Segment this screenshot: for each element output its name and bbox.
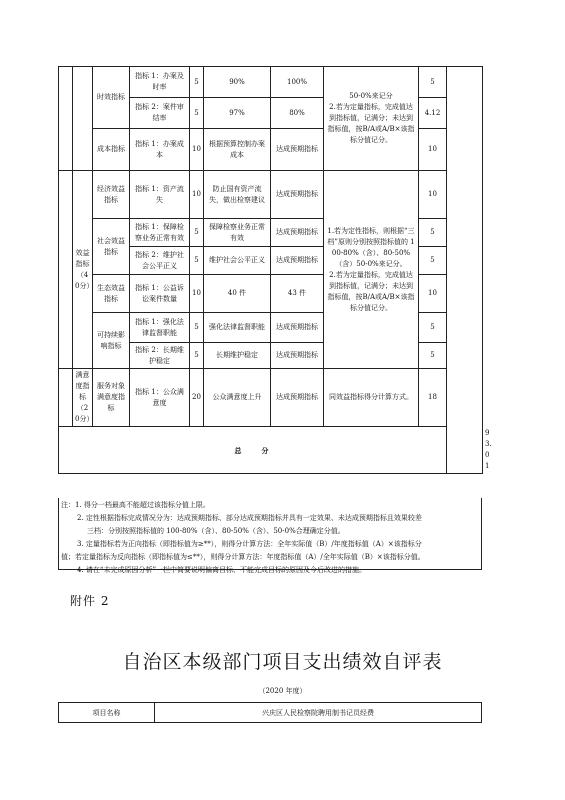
cell-target: 根据预算控制办案成本 <box>204 129 271 171</box>
cell-indicator: 指标 1：强化法律监督职能 <box>130 313 190 343</box>
note-line: 4. 请在“未完成原因分析”一栏中简要说明偏离目标、不能完成目标的原因及今后改进的措施。 <box>77 566 367 574</box>
table-row <box>59 219 483 247</box>
cell-empty <box>59 369 73 427</box>
cell-actual: 达成预期指标 <box>271 129 324 171</box>
note-line: 三档：分别按照指标值的 100-80%（含）、80-50%（含）、50-0%合理确定分值。 <box>87 527 345 535</box>
cell-subcategory: 可持续影响指标 <box>93 313 130 369</box>
cell-indicator: 指标 1：保障检察业务正常有效 <box>130 219 190 247</box>
cell-indicator: 指标 1：办案成本 <box>130 129 190 171</box>
cell-indicator: 指标 2：案件审结率 <box>130 98 190 129</box>
cell-target: 维护社会公平正义 <box>204 247 271 275</box>
cell-indicator: 指标 1：资产流失 <box>130 171 190 219</box>
cell-empty <box>59 171 73 369</box>
cell-score: 5 <box>419 313 447 343</box>
cell-weight: 5 <box>190 219 204 247</box>
cell-subcategory: 社会效益指标 <box>93 219 130 275</box>
cell-actual: 达成预期指标 <box>271 369 324 427</box>
cell-indicator: 指标 2：维护社会公平正义 <box>130 247 190 275</box>
year-label: （2020 年度） <box>258 687 307 695</box>
table-row <box>59 275 483 313</box>
cell-weight: 10 <box>190 275 204 313</box>
cell-indicator: 指标 1：公众满意度 <box>130 369 190 427</box>
cell-subcategory: 时效指标 <box>93 67 130 129</box>
cell-indicator: 指标 2：长期维护稳定 <box>130 343 190 369</box>
cell-subcategory: 成本指标 <box>93 129 130 171</box>
cell-subcategory: 服务对象满意度指标 <box>93 369 130 427</box>
cell-score: 10 <box>419 275 447 313</box>
table-row <box>59 703 482 723</box>
note-line: 注：1. 得分一档最高不能超过该指标分值上限。 <box>61 501 210 509</box>
project-name-label: 项目名称 <box>59 703 155 723</box>
performance-table <box>58 66 492 474</box>
project-table <box>58 702 482 723</box>
cell-scoring-rules: 1.若为定性指标，则根据“三档”原则分别按照指标值的 100-80%（含）、80-50%（含）50-0%来记分。 2.若为定量指标，完成值达到指标值，记满分；未达到指标值，按B/A或A/B×该指标分值记分。 <box>324 171 419 369</box>
page-title: 自治区本级部门项目支出绩效自评表 <box>122 651 443 673</box>
cell-score: 5 <box>419 67 447 98</box>
cell-indicator: 指标 1：办案及时率 <box>130 67 190 98</box>
notes-box <box>58 498 482 574</box>
cell-weight: 10 <box>190 129 204 171</box>
cell-scoring-rules: 同效益指标得分计算方式。 <box>324 369 419 427</box>
cell-empty <box>59 67 73 171</box>
attachment-label: 附件 2 <box>70 594 110 608</box>
cell-weight: 5 <box>190 98 204 129</box>
cell-subcategory: 生态效益指标 <box>93 275 130 313</box>
cell-indicator: 指标 1：公益诉讼案件数量 <box>130 275 190 313</box>
cell-scoring-rules: 50-0%来记分 2.若为定量指标，完成值达到指标值，记满分；未达到指标值，按B/A或A/B×该指标分值记分。 <box>324 67 419 171</box>
cell-target: 90% <box>204 67 271 98</box>
cell-target: 97% <box>204 98 271 129</box>
table-row <box>59 369 483 427</box>
cell-score: 5 <box>419 247 447 275</box>
cell-score: 10 <box>419 129 447 171</box>
cell-actual: 达成预期指标 <box>271 219 324 247</box>
cell-category: 满意度指标（20分） <box>73 369 93 427</box>
cell-weight: 20 <box>190 369 204 427</box>
note-line: 2. 定性根据指标完成情况分为：达成预期指标、部分达成预期指标并具有一定效果、未达成预期指标且效果较差 <box>77 514 422 522</box>
note-line: 3. 定量指标若为正向指标（即指标值为≥**），则得分计算方法：全年实际值（B）/年度指标值（A）×该指标分 <box>77 540 422 548</box>
cell-actual: 达成预期指标 <box>271 171 324 219</box>
cell-empty <box>73 67 93 171</box>
cell-weight: 5 <box>190 247 204 275</box>
cell-target: 强化法律监督职能 <box>204 313 271 343</box>
cell-target: 公众满意度上升 <box>204 369 271 427</box>
cell-subcategory: 经济效益指标 <box>93 171 130 219</box>
cell-score: 5 <box>419 343 447 369</box>
cell-weight: 10 <box>190 171 204 219</box>
cell-target: 防止国有资产流失，做出检察建议 <box>204 171 271 219</box>
project-name-value: 兴庆区人民检察院聘用制书记员经费 <box>155 703 482 723</box>
table-row <box>59 129 483 171</box>
cell-actual: 达成预期指标 <box>271 343 324 369</box>
table-row <box>59 171 483 219</box>
cell-weight: 5 <box>190 67 204 98</box>
total-label: 总 分 <box>59 427 447 474</box>
note-line: 值；若定量指标为反向指标（即指标值为≤**），则得分计算方法：年度指标值（A）/全年实际值（B）×该指标分值。 <box>61 553 425 561</box>
table-row <box>59 313 483 343</box>
table-row <box>59 67 483 98</box>
cell-target: 长期维护稳定 <box>204 343 271 369</box>
cell-actual: 100% <box>271 67 324 98</box>
cell-score: 4.12 <box>419 98 447 129</box>
cell-actual: 达成预期指标 <box>271 313 324 343</box>
cell-empty-column <box>447 67 483 474</box>
cell-score: 10 <box>419 171 447 219</box>
cell-actual: 80% <box>271 98 324 129</box>
cell-category: 效益指标（40分） <box>73 171 93 369</box>
cell-weight: 5 <box>190 343 204 369</box>
cell-actual: 43 件 <box>271 275 324 313</box>
cell-weight: 5 <box>190 313 204 343</box>
cell-actual: 达成预期指标 <box>271 247 324 275</box>
cell-target: 40 件 <box>204 275 271 313</box>
cell-score: 5 <box>419 219 447 247</box>
cell-score: 18 <box>419 369 447 427</box>
total-row: 总 分 93.01 <box>59 427 483 474</box>
cell-target: 保障检察业务正常有效 <box>204 219 271 247</box>
